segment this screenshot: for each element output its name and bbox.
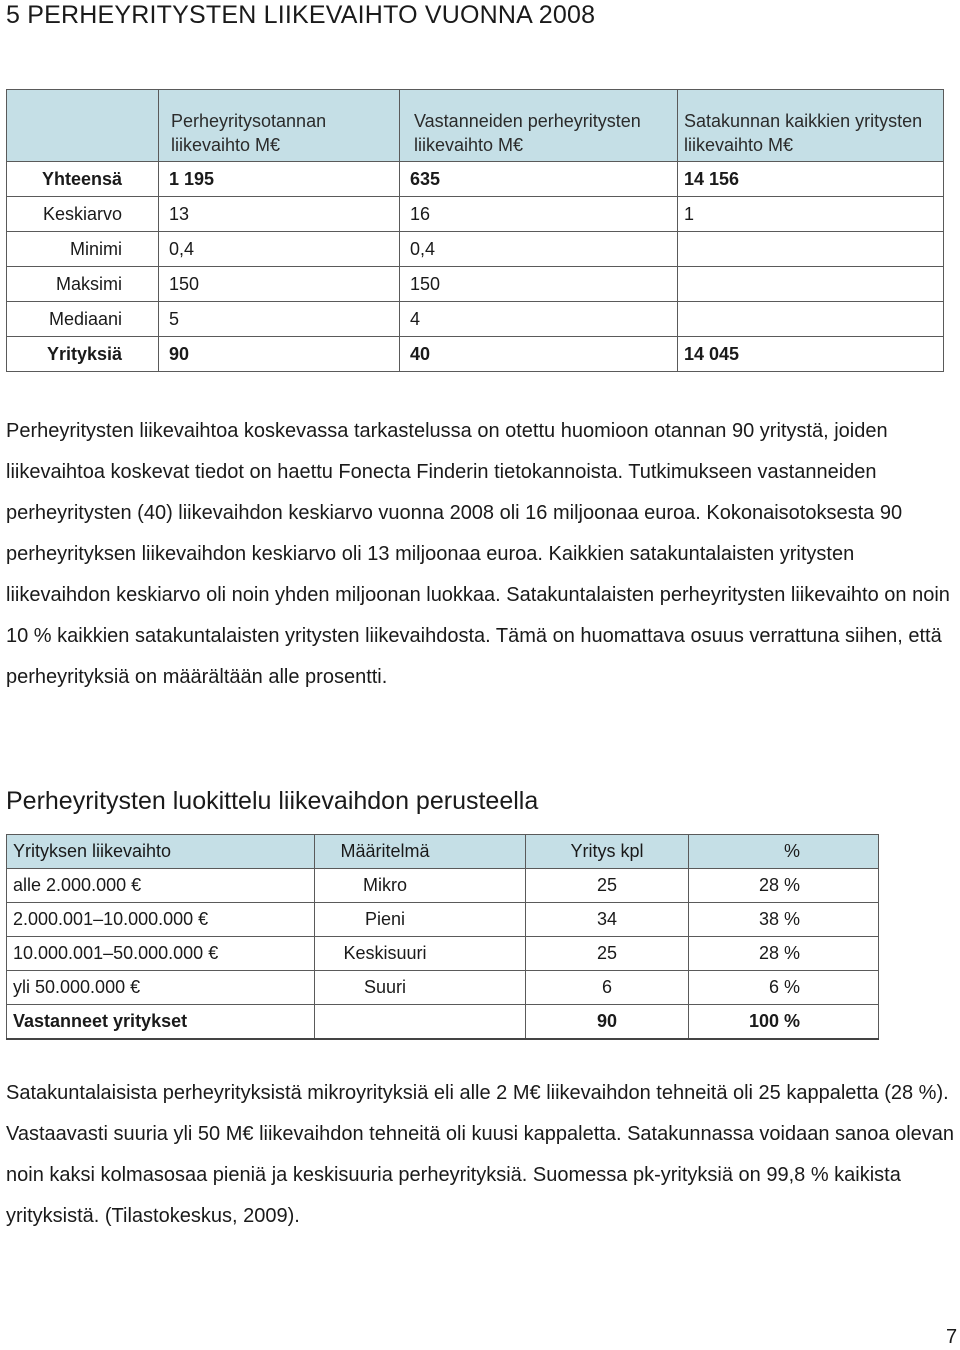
header-cell-turnover: Yrityksen liikevaihto [7, 835, 315, 869]
header-cell-empty [7, 90, 159, 162]
table-cell: 635 [400, 162, 678, 197]
table-cell: 150 [400, 267, 678, 302]
table-cell: 40 [400, 337, 678, 372]
table-cell: 14 156 [678, 162, 944, 197]
subsection-heading: Perheyritysten luokittelu liikevaihdon perusteella [6, 787, 539, 815]
table-row [7, 162, 944, 197]
table-row [7, 903, 879, 937]
table-cell: 150 [159, 267, 400, 302]
table-cell [678, 302, 944, 337]
table-cell: 34 [526, 903, 689, 937]
table-cell: 25 [526, 869, 689, 903]
table-cell: 10.000.001–50.000.000 € [7, 937, 315, 971]
table-cell: 2.000.001–10.000.000 € [7, 903, 315, 937]
table-cell: Vastanneet yritykset [7, 1005, 315, 1040]
row-label: Minimi [7, 232, 159, 267]
table-row [7, 937, 879, 971]
body-paragraph-classification: Satakuntalaisista perheyrityksistä mikroyrityksiä eli alle 2 M€ liikevaihdon tehneitä oli 25 kappaletta (28 %). Vastaavasti suuria yli 50 M€ liikevaihdon tehneitä oli kuusi kappaletta. Satakunnassa voidaan sanoa olevan noin kaksi kolmasosaa pieniä ja keskisuuria perheyrityksiä. Suomessa pk-yrityksiä on 99,8 % kaikista yrityksistä. (Tilastokeskus, 2009). [6, 1082, 955, 1227]
table-cell: Pieni [315, 903, 526, 937]
table-cell: 5 [159, 302, 400, 337]
turnover-summary-table [6, 89, 944, 372]
table-row [7, 869, 879, 903]
table-cell: 28 % [689, 937, 879, 971]
row-label: Keskiarvo [7, 197, 159, 232]
table-cell: Mikro [315, 869, 526, 903]
section-heading: 5 PERHEYRITYSTEN LIIKEVAIHTO VUONNA 2008 [6, 1, 596, 29]
header-cell-percent: % [689, 835, 879, 869]
table-cell: 13 [159, 197, 400, 232]
table-cell: 1 195 [159, 162, 400, 197]
row-label: Maksimi [7, 267, 159, 302]
table-header-row [7, 835, 879, 869]
page-number: 7 [946, 1326, 958, 1348]
table-cell: 100 % [689, 1005, 879, 1040]
table-cell: 1 [678, 197, 944, 232]
table-cell: Suuri [315, 971, 526, 1005]
table-row [7, 197, 944, 232]
table-cell: 38 % [689, 903, 879, 937]
row-label: Mediaani [7, 302, 159, 337]
table-cell: yli 50.000.000 € [7, 971, 315, 1005]
table-cell [315, 1005, 526, 1040]
table-cell [678, 267, 944, 302]
table-cell: 6 % [689, 971, 879, 1005]
row-label: Yrityksiä [7, 337, 159, 372]
table-cell: 6 [526, 971, 689, 1005]
header-cell-count: Yritys kpl [526, 835, 689, 869]
table-header-row [7, 90, 944, 162]
header-cell-respondents: Vastanneiden perheyritysten liikevaihto M€ [400, 90, 678, 162]
classification-table [6, 834, 879, 1040]
row-label: Yhteensä [7, 162, 159, 197]
header-cell-all-companies: Satakunnan kaikkien yritysten liikevaihto M€ [678, 90, 944, 162]
table-cell: 0,4 [400, 232, 678, 267]
table-row [7, 302, 944, 337]
table-row [7, 232, 944, 267]
table-cell: 0,4 [159, 232, 400, 267]
table-row [7, 337, 944, 372]
table-row [7, 971, 879, 1005]
table-cell: 25 [526, 937, 689, 971]
table-cell: 4 [400, 302, 678, 337]
table-cell: alle 2.000.000 € [7, 869, 315, 903]
header-cell-definition: Määritelmä [315, 835, 526, 869]
table-cell [678, 232, 944, 267]
table-row [7, 267, 944, 302]
table-cell: 90 [526, 1005, 689, 1040]
header-cell-sample: Perheyritysotannan liikevaihto M€ [159, 90, 400, 162]
table-cell: Keskisuuri [315, 937, 526, 971]
table-total-row [7, 1005, 879, 1040]
table-cell: 16 [400, 197, 678, 232]
body-paragraph-turnover: Perheyritysten liikevaihtoa koskevassa tarkastelussa on otettu huomioon otannan 90 yritystä, joiden liikevaihtoa koskevat tiedot on haettu Fonecta Finderin tietokannoista. Tutkimukseen vastanneiden perheyritysten (40) liikevaihdon keskiarvo vuonna 2008 oli 16 miljoonaa euroa. Kokonaisotoksesta 90 perheyrityksen liikevaihdon keskiarvo oli 13 miljoonaa euroa. Kaikkien satakuntalaisten yritysten liikevaihdon keskiarvo oli noin yhden miljoonan luokkaa. Satakuntalaisten perheyritysten liikevaihto on noin 10 % kaikkien satakuntalaisten yritysten liikevaihdosta. Tämä on huomattava osuus verrattuna siihen, että perheyrityksiä on määrältään alle prosentti. [6, 420, 950, 688]
table-cell: 28 % [689, 869, 879, 903]
table-cell: 90 [159, 337, 400, 372]
table-cell: 14 045 [678, 337, 944, 372]
